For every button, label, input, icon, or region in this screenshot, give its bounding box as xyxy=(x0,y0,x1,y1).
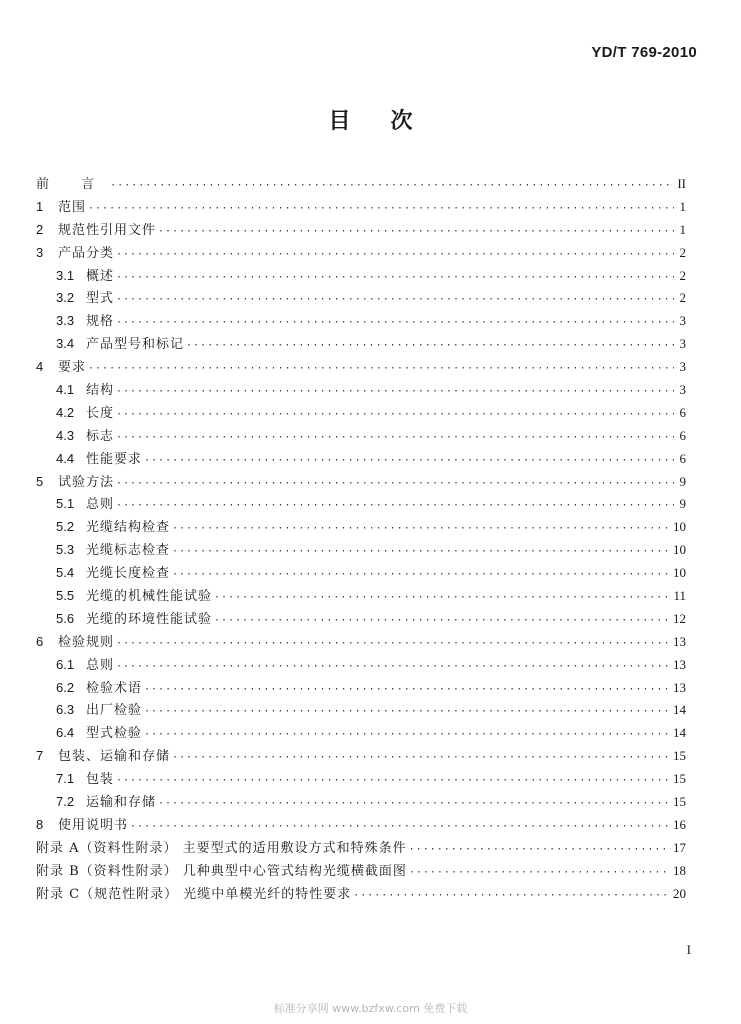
toc-entry-label: 概述 xyxy=(86,268,115,284)
toc-entry-label: 产品分类 xyxy=(58,245,115,261)
toc-leader-dots xyxy=(116,427,674,450)
toc-entry-number: 6.4 xyxy=(56,725,75,741)
toc-entry-page: 9 xyxy=(679,496,686,512)
toc-entry[interactable] xyxy=(36,333,686,356)
toc-entry[interactable] xyxy=(36,883,686,906)
toc-entry[interactable] xyxy=(36,814,686,837)
toc-entry-page: 18 xyxy=(673,862,686,878)
toc-entry[interactable] xyxy=(36,516,686,539)
toc-entry-label: 规范性引用文件 xyxy=(58,222,157,238)
toc-entry-label: 总则 xyxy=(86,657,115,673)
toc-entry-page: 13 xyxy=(673,679,686,695)
toc-entry-number: 3 xyxy=(36,244,44,260)
toc-entry-page: 2 xyxy=(679,267,686,283)
toc-entry-label: 结构 xyxy=(86,383,115,399)
toc-entry[interactable] xyxy=(36,745,686,768)
toc-leader-dots xyxy=(144,701,671,724)
toc-entry-label: 附录 B（资料性附录） 几种典型中心管式结构光缆横截面图 xyxy=(36,863,407,879)
toc-entry-number: 5.1 xyxy=(56,496,75,512)
toc-leader-dots xyxy=(116,267,674,290)
toc-entry[interactable] xyxy=(36,699,686,722)
toc-leader-dots xyxy=(116,656,671,679)
toc-entry[interactable] xyxy=(36,562,686,585)
toc-entry-number: 5.2 xyxy=(56,519,75,535)
toc-entry-page: 1 xyxy=(679,221,686,237)
toc-entry-label: 附录 A（资料性附录） 主要型式的适用敷设方式和特殊条件 xyxy=(36,840,407,856)
toc-entry[interactable] xyxy=(36,837,686,860)
page-number: I xyxy=(686,942,691,957)
toc-entry[interactable] xyxy=(36,768,686,791)
toc-leader-dots xyxy=(353,885,671,908)
title-part-2: 次 xyxy=(390,109,413,134)
toc-leader-dots xyxy=(116,633,671,656)
toc-entry-page: 11 xyxy=(673,588,686,604)
toc-entry-label: 性能要求 xyxy=(86,451,143,467)
toc-entry-page: 15 xyxy=(673,771,686,787)
toc-entry-number: 5.4 xyxy=(56,565,75,581)
toc-entry-page: 2 xyxy=(679,244,686,260)
toc-entry-label: 运输和存储 xyxy=(86,795,157,811)
toc-entry-label: 光缆的环境性能试验 xyxy=(86,611,213,627)
toc-entry-label: 试验方法 xyxy=(58,474,115,490)
toc-entry-label: 光缆结构检查 xyxy=(86,520,171,536)
toc-entry-number: 7.1 xyxy=(56,771,75,787)
toc-entry-page: 17 xyxy=(673,839,686,855)
toc-entry-label: 产品型号和标记 xyxy=(86,337,185,353)
toc-entry-label: 光缆的机械性能试验 xyxy=(86,589,213,605)
toc-entry-page: 14 xyxy=(673,725,686,741)
toc-leader-dots xyxy=(172,564,671,587)
toc-leader-dots xyxy=(186,335,674,358)
toc-entry[interactable] xyxy=(36,287,686,310)
toc-entry-number: 6.2 xyxy=(56,679,75,695)
toc-leader-dots xyxy=(116,381,674,404)
toc-entry-label: 检验术语 xyxy=(86,680,143,696)
toc-entry-number: 5.6 xyxy=(56,610,75,626)
toc-entry-page: 1 xyxy=(679,198,686,214)
toc-entry-label: 总则 xyxy=(86,497,115,513)
title-part-1: 目 xyxy=(328,109,351,134)
toc-entry-page: 2 xyxy=(679,290,686,306)
toc-leader-dots xyxy=(172,747,671,770)
toc-entry-page: 10 xyxy=(673,519,686,535)
toc-entry-number: 6 xyxy=(36,633,44,649)
toc-entry-number: 3.3 xyxy=(56,313,75,329)
toc-entry-number: 4.2 xyxy=(56,404,75,420)
toc-entry-number: 4.4 xyxy=(56,450,75,466)
toc-entry-label: 包装、运输和存储 xyxy=(58,749,171,765)
toc-entry-page: 13 xyxy=(673,633,686,649)
toc-entry-number: 1 xyxy=(36,198,44,214)
toc-entry-number: 5.3 xyxy=(56,542,75,558)
table-of-contents xyxy=(36,173,686,906)
toc-leader-dots xyxy=(88,198,674,221)
toc-leader-dots xyxy=(214,587,671,610)
toc-entry-page: 6 xyxy=(679,404,686,420)
toc-leader-dots xyxy=(144,450,674,473)
toc-entry-number: 2 xyxy=(36,221,44,237)
toc-entry-page: 15 xyxy=(673,748,686,764)
toc-leader-dots xyxy=(88,358,674,381)
toc-entry-number: 4 xyxy=(36,359,44,375)
toc-leader-dots xyxy=(116,289,674,312)
toc-entry-label: 型式检验 xyxy=(86,726,143,742)
toc-entry[interactable] xyxy=(36,265,686,288)
toc-entry-page: 3 xyxy=(679,359,686,375)
toc-entry[interactable] xyxy=(36,356,686,379)
toc-entry-label: 检验规则 xyxy=(58,634,115,650)
toc-entry-page: 16 xyxy=(673,816,686,832)
toc-leader-dots xyxy=(116,244,674,267)
page-title xyxy=(0,104,741,135)
toc-entry[interactable] xyxy=(36,654,686,677)
toc-entry-page: 13 xyxy=(673,656,686,672)
toc-entry-number: 6.3 xyxy=(56,702,75,718)
toc-entry[interactable] xyxy=(36,860,686,883)
toc-entry-page: 10 xyxy=(673,565,686,581)
toc-entry-page: 3 xyxy=(679,313,686,329)
document-code: YD/T 769-2010 xyxy=(591,44,697,61)
toc-entry[interactable] xyxy=(36,196,686,219)
toc-leader-dots xyxy=(172,518,671,541)
toc-entry[interactable] xyxy=(36,242,686,265)
toc-leader-dots xyxy=(116,404,674,427)
toc-entry[interactable] xyxy=(36,425,686,448)
toc-leader-dots xyxy=(144,679,671,702)
toc-entry-label: 附录 C（规范性附录） 光缆中单模光纤的特性要求 xyxy=(36,886,352,902)
toc-entry-label: 型式 xyxy=(86,291,115,307)
toc-leader-dots xyxy=(214,610,671,633)
toc-entry-label: 前 言 xyxy=(36,177,109,192)
toc-entry-page: 6 xyxy=(679,450,686,466)
toc-entry[interactable] xyxy=(36,379,686,402)
toc-leader-dots xyxy=(130,816,671,839)
toc-entry-number: 8 xyxy=(36,816,44,832)
toc-entry-page: 9 xyxy=(679,473,686,489)
toc-entry-number: 7 xyxy=(36,748,44,764)
toc-entry[interactable] xyxy=(36,539,686,562)
toc-entry-number: 7.2 xyxy=(56,794,75,810)
toc-entry-number: 3.2 xyxy=(56,290,75,306)
toc-entry-page: 14 xyxy=(673,702,686,718)
toc-entry[interactable] xyxy=(36,791,686,814)
toc-leader-dots xyxy=(116,473,674,496)
toc-entry-label: 长度 xyxy=(86,405,115,421)
toc-entry-number: 3.1 xyxy=(56,267,75,283)
toc-leader-dots xyxy=(409,839,671,862)
toc-entry-number: 4.1 xyxy=(56,382,75,398)
toc-entry-number: 3.4 xyxy=(56,336,75,352)
toc-entry[interactable] xyxy=(36,585,686,608)
toc-entry[interactable] xyxy=(36,219,686,242)
toc-entry[interactable] xyxy=(36,448,686,471)
toc-entry-label: 使用说明书 xyxy=(58,817,129,833)
toc-leader-dots xyxy=(409,862,671,885)
toc-entry-page: 3 xyxy=(679,336,686,352)
toc-entry-label: 范围 xyxy=(58,199,87,215)
toc-entry-label: 光缆长度检查 xyxy=(86,566,171,582)
toc-entry[interactable] xyxy=(36,722,686,745)
toc-entry-number: 4.3 xyxy=(56,427,75,443)
toc-entry[interactable] xyxy=(36,608,686,631)
toc-entry-page: 15 xyxy=(673,794,686,810)
toc-entry[interactable] xyxy=(36,493,686,516)
toc-entry-label: 标志 xyxy=(86,428,115,444)
toc-leader-dots xyxy=(172,541,671,564)
toc-entry-page: 20 xyxy=(673,885,686,901)
toc-entry-page: 6 xyxy=(679,427,686,443)
toc-entry[interactable] xyxy=(36,310,686,333)
toc-entry-page: 3 xyxy=(679,382,686,398)
toc-entry-label: 包装 xyxy=(86,772,115,788)
toc-entry[interactable] xyxy=(36,631,686,654)
toc-entry-label: 要求 xyxy=(58,360,87,376)
toc-leader-dots xyxy=(116,312,674,335)
toc-entry-page: II xyxy=(677,176,686,191)
watermark: 标准分享网 www.bzfxw.com 免费下载 xyxy=(273,1002,468,1015)
toc-entry[interactable] xyxy=(36,471,686,494)
toc-entry-label: 规格 xyxy=(86,314,115,330)
toc-entry-page: 10 xyxy=(673,542,686,558)
toc-entry[interactable] xyxy=(36,173,686,196)
toc-entry-number: 5.5 xyxy=(56,588,75,604)
toc-leader-dots xyxy=(116,770,671,793)
toc-entry-number: 6.1 xyxy=(56,656,75,672)
toc-leader-dots xyxy=(116,495,674,518)
toc-leader-dots xyxy=(158,793,671,816)
toc-entry-label: 出厂检验 xyxy=(86,703,143,719)
toc-leader-dots xyxy=(144,724,671,747)
toc-entry-number: 5 xyxy=(36,473,44,489)
toc-leader-dots xyxy=(158,221,674,244)
toc-entry-label: 光缆标志检查 xyxy=(86,543,171,559)
toc-entry-page: 12 xyxy=(673,610,686,626)
toc-leader-dots xyxy=(110,175,674,198)
toc-entry[interactable] xyxy=(36,677,686,700)
toc-entry[interactable] xyxy=(36,402,686,425)
